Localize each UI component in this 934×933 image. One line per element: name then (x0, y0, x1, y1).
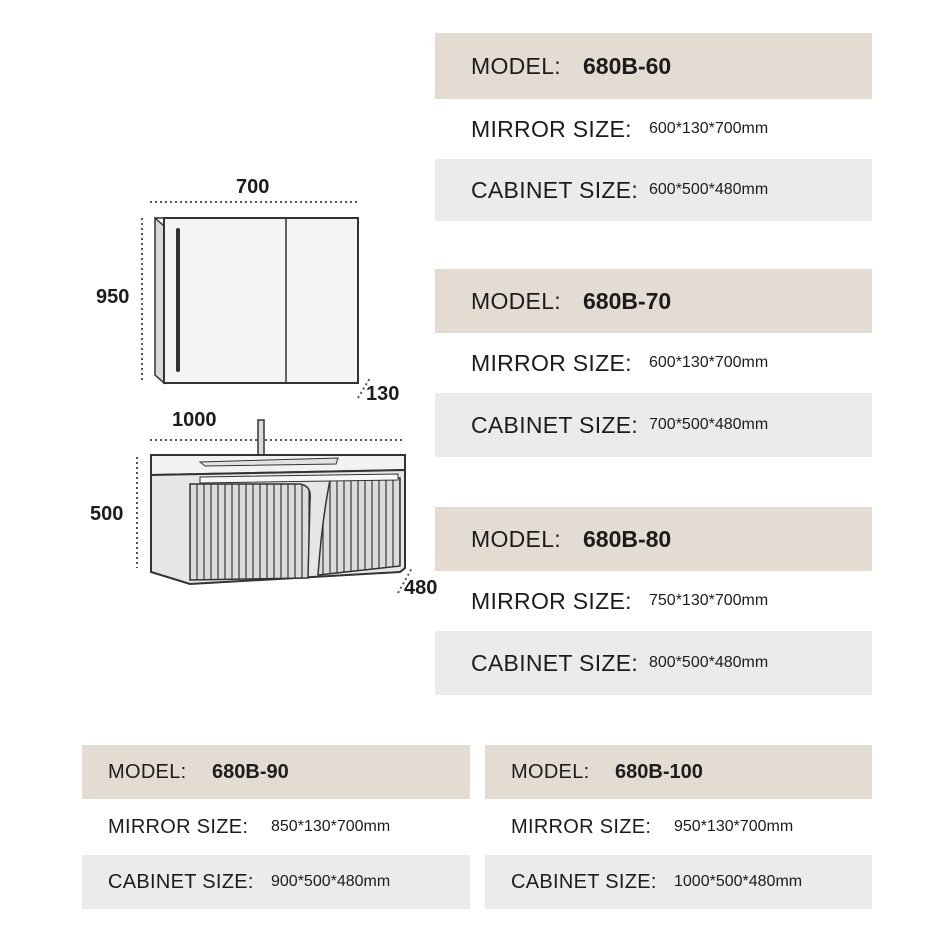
cabinet-size-row (485, 855, 872, 909)
mirror-size-label: MIRROR SIZE: (471, 587, 632, 614)
model-value: 680B-90 (212, 760, 289, 783)
mirror-size-row (435, 99, 872, 159)
mirror-cabinet (155, 218, 358, 383)
cabinet-size-row (82, 855, 470, 909)
cabinet-size-label: CABINET SIZE: (511, 870, 657, 893)
model-value: 680B-80 (583, 525, 672, 552)
mirror-size-label: MIRROR SIZE: (108, 815, 249, 838)
cabinet-size-label: CABINET SIZE: (471, 649, 639, 676)
mirror-size-value: 600*130*700mm (649, 120, 769, 137)
cabinet-size-value: 800*500*480mm (649, 654, 769, 671)
model-label: MODEL: (471, 52, 561, 79)
model-label: MODEL: (511, 760, 590, 783)
model-row (435, 507, 872, 571)
cabinet-size-row (435, 631, 872, 695)
cabinet-size-label: CABINET SIZE: (108, 870, 254, 893)
model-value: 680B-60 (583, 52, 672, 79)
mirror-size-value: 850*130*700mm (271, 818, 391, 835)
cabinet-size-row (435, 393, 872, 457)
mirror-height-label: 950 (96, 286, 130, 308)
mirror-size-value: 600*130*700mm (649, 354, 769, 371)
vanity-cabinet (151, 420, 405, 584)
model-label: MODEL: (108, 760, 187, 783)
mirror-size-label: MIRROR SIZE: (471, 115, 632, 142)
model-value: 680B-70 (583, 287, 672, 314)
model-row (435, 33, 872, 99)
model-row (485, 745, 872, 799)
cabinet-size-value: 1000*500*480mm (674, 873, 803, 890)
mirror-size-row (485, 799, 872, 855)
cabinet-size-value: 900*500*480mm (271, 873, 391, 890)
mirror-width-label: 700 (236, 176, 270, 198)
mirror-size-value: 750*130*700mm (649, 592, 769, 609)
mirror-size-label: MIRROR SIZE: (511, 815, 652, 838)
cabinet-size-value: 700*500*480mm (649, 416, 769, 433)
model-label: MODEL: (471, 287, 561, 314)
cabinet-depth-label: 480 (404, 577, 438, 599)
model-value: 680B-100 (615, 760, 703, 783)
mirror-size-row (82, 799, 470, 855)
cabinet-height-label: 500 (90, 503, 124, 525)
mirror-size-label: MIRROR SIZE: (471, 349, 632, 376)
mirror-depth-label: 130 (366, 383, 400, 405)
cabinet-size-label: CABINET SIZE: (471, 411, 639, 438)
mirror-size-row (435, 333, 872, 393)
model-label: MODEL: (471, 525, 561, 552)
model-row (82, 745, 470, 799)
cabinet-width-label: 1000 (172, 409, 217, 431)
mirror-size-row (435, 571, 872, 631)
cabinet-size-label: CABINET SIZE: (471, 176, 639, 203)
model-row (435, 269, 872, 333)
cabinet-size-value: 600*500*480mm (649, 181, 769, 198)
cabinet-size-row (435, 159, 872, 221)
mirror-size-value: 950*130*700mm (674, 818, 794, 835)
